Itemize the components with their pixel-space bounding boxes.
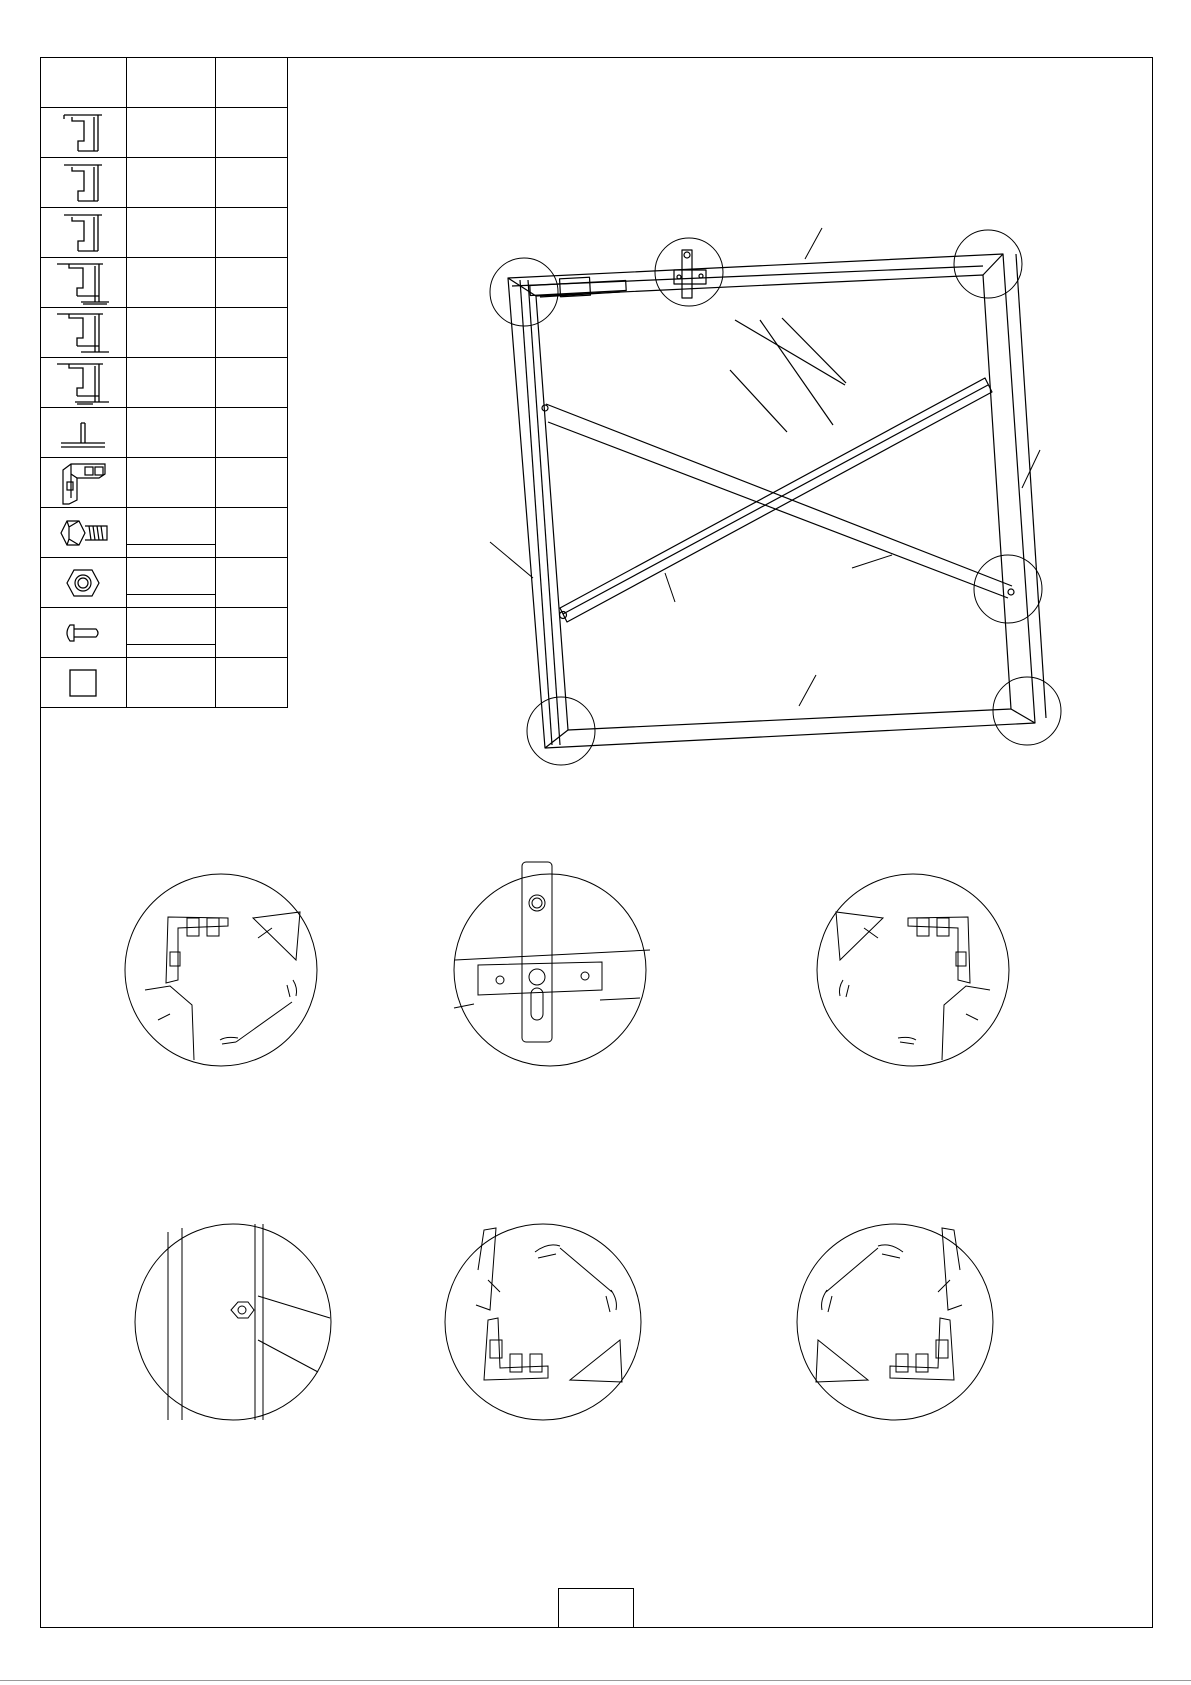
detail-brace-bolt: [135, 1224, 331, 1420]
latch-assembly: [530, 277, 626, 297]
detail-latch: [454, 862, 650, 1066]
detail-top-left-corner: [125, 874, 317, 1066]
leader-lines: [490, 228, 1040, 706]
cross-brace-a: [560, 378, 993, 622]
detail-callouts: [490, 230, 1061, 765]
page-number-box: [558, 1588, 634, 1628]
callout-circle-top-bracket: [655, 238, 723, 306]
glass-panel-hatch: [730, 318, 846, 432]
callout-circle-bottom-right: [993, 677, 1061, 745]
frame: [508, 254, 1046, 748]
top-bracket: [674, 250, 706, 298]
callout-circle-top-right: [954, 230, 1022, 298]
detail-bottom-right-corner: [797, 1224, 993, 1420]
detail-bottom-left-corner: [445, 1224, 641, 1420]
cross-brace-b: [542, 404, 1014, 598]
callout-circle-top-left: [490, 258, 558, 326]
callout-circle-bottom-left: [527, 697, 595, 765]
footer-rule: [0, 1680, 1191, 1681]
detail-top-right-corner: [817, 874, 1009, 1066]
